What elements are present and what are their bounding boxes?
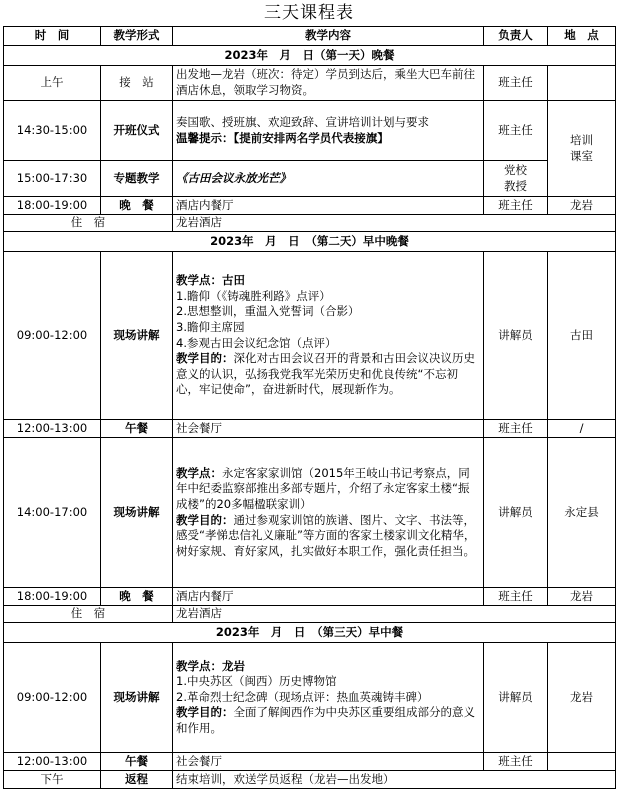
form-cell: 现场讲解 <box>101 438 173 588</box>
table-row <box>4 161 616 197</box>
teaching-point: 教学点：古田 <box>176 273 245 288</box>
place-cell <box>548 66 616 101</box>
form-cell: 开班仪式 <box>101 101 173 161</box>
table-row <box>4 588 616 606</box>
content-cell <box>173 101 484 161</box>
goal-text: 深化对古田会议召开的背景和古田会议决议历史意义的认识，弘扬我党我军光荣历史和优良传统“不忘初心，牢记使命”，奋进新时代，展现新作为。 <box>176 351 475 397</box>
content-cell <box>173 643 484 753</box>
stay-content: 龙岩酒店 <box>173 215 616 232</box>
table-row <box>4 420 616 438</box>
stay-label: 住 宿 <box>4 606 173 623</box>
list-item: 4.参观古田会议纪念馆（点评） <box>176 335 337 350</box>
owner-cell: 班主任 <box>484 197 548 215</box>
goal-label: 教学目的： <box>176 351 234 366</box>
owner-cell: 党校 教授 <box>484 161 548 197</box>
owner-cell: 班主任 <box>484 101 548 161</box>
time-cell: 14:30-15:00 <box>4 101 101 161</box>
time-cell: 18:00-19:00 <box>4 588 101 606</box>
place-cell: 古田 <box>548 252 616 420</box>
content-cell: 酒店内餐厅 <box>173 588 484 606</box>
list-item: 2.革命烈士纪念碑（现场点评：热血英魂铸丰碑） <box>176 689 429 704</box>
form-cell: 返程 <box>101 771 173 789</box>
header-row <box>4 27 616 46</box>
owner-cell: 班主任 <box>484 753 548 771</box>
header-form: 教学形式 <box>101 27 173 46</box>
goal-label: 教学目的： <box>176 512 234 527</box>
place-cell <box>548 753 616 771</box>
stay-label: 住 宿 <box>4 215 173 232</box>
time-cell: 09:00-12:00 <box>4 252 101 420</box>
stay-content: 龙岩酒店 <box>173 606 616 623</box>
owner-cell: 班主任 <box>484 66 548 101</box>
form-cell: 现场讲解 <box>101 643 173 753</box>
content-cell: 出发地—龙岩（班次：待定）学员到达后，乘坐大巴车前往酒店休息，领取学习物资。 <box>173 66 484 101</box>
table-row <box>4 197 616 215</box>
table-row <box>4 252 616 420</box>
table-row <box>4 771 616 789</box>
header-place: 地 点 <box>548 27 616 46</box>
form-cell: 接 站 <box>101 66 173 101</box>
header-content: 教学内容 <box>173 27 484 46</box>
content-line: 奏国歌、授班旗、欢迎致辞、宣讲培训计划与要求 <box>176 114 429 129</box>
owner-cell: 班主任 <box>484 420 548 438</box>
time-cell: 15:00-17:30 <box>4 161 101 197</box>
header-owner: 负责人 <box>484 27 548 46</box>
list-item: 1.中央苏区（闽西）历史博物馆 <box>176 674 337 689</box>
table-row <box>4 606 616 623</box>
table-row <box>4 101 616 161</box>
content-cell: 《古田会议永放光芒》 <box>173 161 484 197</box>
table-row <box>4 215 616 232</box>
place-cell: / <box>548 420 616 438</box>
day3-bar: 2023年 月 日 （第三天）早中餐 <box>4 623 616 643</box>
table-row <box>4 643 616 753</box>
day2-bar: 2023年 月 日 （第二天）早中晚餐 <box>4 232 616 252</box>
day1-bar: 2023年 月 日（第一天）晚餐 <box>4 46 616 66</box>
form-cell: 专题教学 <box>101 161 173 197</box>
place-cell: 培训 课室 <box>548 101 616 197</box>
table-row <box>4 66 616 101</box>
content-cell: 社会餐厅 <box>173 753 484 771</box>
owner-cell: 讲解员 <box>484 438 548 588</box>
list-item: 2.思想整训，重温入党誓词（合影） <box>176 304 360 319</box>
table-row <box>4 438 616 588</box>
form-cell: 午餐 <box>101 753 173 771</box>
place-cell: 龙岩 <box>548 197 616 215</box>
time-cell: 18:00-19:00 <box>4 197 101 215</box>
form-cell: 晚 餐 <box>101 588 173 606</box>
owner-cell: 讲解员 <box>484 643 548 753</box>
page-title: 三天课程表 <box>264 3 354 23</box>
time-cell: 14:00-17:00 <box>4 438 101 588</box>
time-cell: 上午 <box>4 66 101 101</box>
goal-text: 通过参观家训馆的族谱、图片、文字、书法等，感受“孝悌忠信礼义廉耻”等方面的客家土楼家训文化精华，树好家规、育好家风，扎实做好本职工作，强化责任担当。 <box>176 512 476 558</box>
owner-cell: 讲解员 <box>484 252 548 420</box>
goal-text: 全面了解闽西作为中央苏区重要组成部分的意义和作用。 <box>176 705 475 735</box>
time-cell: 12:00-13:00 <box>4 420 101 438</box>
content-cell: 结束培训，欢送学员返程（龙岩—出发地） <box>173 771 616 789</box>
point-label: 教学点： <box>176 465 222 480</box>
content-cell <box>173 252 484 420</box>
table-row <box>4 753 616 771</box>
header-time: 时 间 <box>4 27 101 46</box>
time-cell: 下午 <box>4 771 101 789</box>
place-cell: 龙岩 <box>548 588 616 606</box>
time-cell: 09:00-12:00 <box>4 643 101 753</box>
time-cell: 12:00-13:00 <box>4 753 101 771</box>
point-text: 永定客家家训馆（2015年王岐山书记考察点，同年中纪委监察部推出多部专题片，介绍了永定客家土楼“振成楼”的20多幅楹联家训） <box>176 465 470 511</box>
place-cell: 龙岩 <box>548 643 616 753</box>
goal-label: 教学目的： <box>176 705 234 720</box>
teaching-point: 教学点：龙岩 <box>176 658 245 673</box>
list-item: 3.瞻仰主席园 <box>176 319 245 334</box>
owner-cell: 班主任 <box>484 588 548 606</box>
content-cell: 酒店内餐厅 <box>173 197 484 215</box>
content-note: 温馨提示：【提前安排两名学员代表接旗】 <box>176 130 389 145</box>
content-cell <box>173 438 484 588</box>
list-item: 1.瞻仰（《铸魂胜利路》点评） <box>176 288 331 303</box>
schedule-table <box>3 26 616 789</box>
place-cell: 永定县 <box>548 438 616 588</box>
content-cell: 社会餐厅 <box>173 420 484 438</box>
form-cell: 现场讲解 <box>101 252 173 420</box>
form-cell: 晚 餐 <box>101 197 173 215</box>
form-cell: 午餐 <box>101 420 173 438</box>
